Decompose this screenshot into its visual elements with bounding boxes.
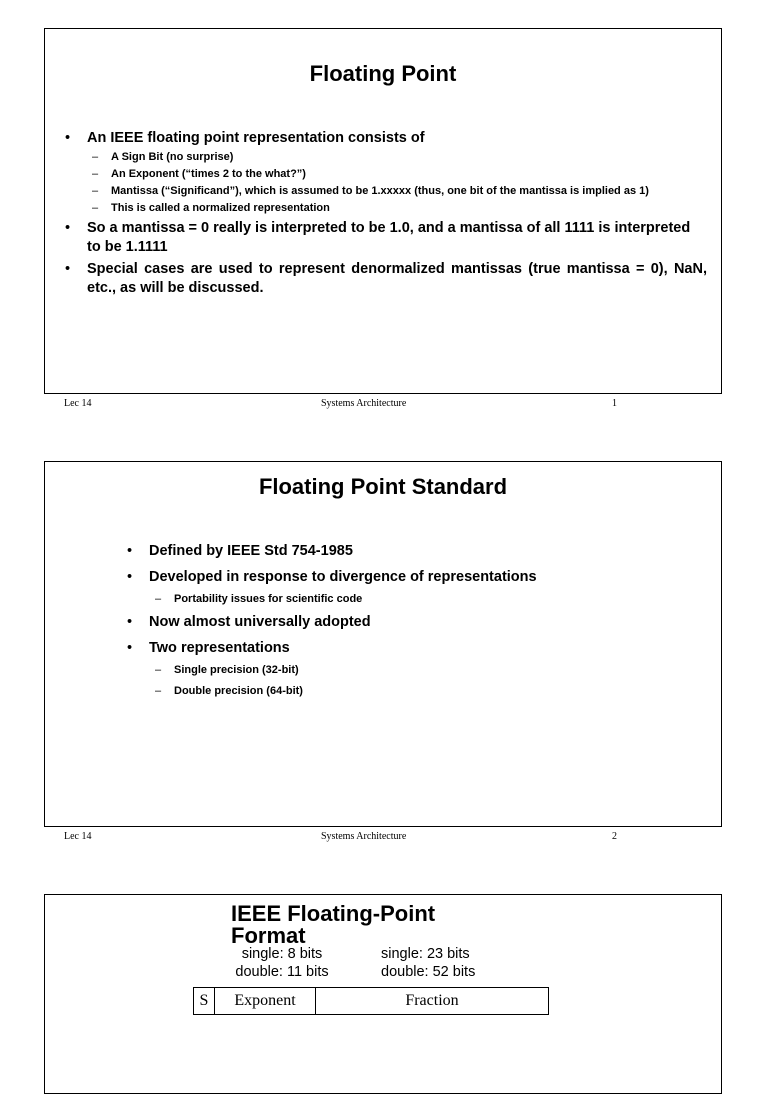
slide-2-bullet-list — [149, 542, 669, 705]
slide-2-footer-page: 2 — [612, 831, 617, 842]
slide-1-title: Floating Point — [309, 61, 457, 86]
sub-bullet-item: – Single precision (32-bit) — [174, 663, 669, 678]
sub-bullet-list — [174, 663, 669, 699]
sub-bullet-item: – An Exponent (“times 2 to the what?”) — [111, 167, 707, 182]
slide-1-footer-center: Systems Architecture — [321, 398, 407, 409]
bullet-item: • Now almost universally adopted — [149, 613, 669, 632]
sub-bullet-item: – Double precision (64-bit) — [174, 684, 669, 699]
sign-field-cell: S — [194, 988, 215, 1015]
slide-2 — [44, 461, 722, 827]
bullet-item: • Two representations — [149, 639, 669, 658]
fraction-bits-label — [381, 945, 501, 981]
exponent-single-bits: single: 8 bits — [241, 946, 323, 962]
slide-3-title: IEEE Floating-Point Format — [231, 901, 436, 948]
fraction-field-cell: Fraction — [316, 988, 549, 1015]
sub-bullet-list — [111, 150, 707, 216]
exponent-double-bits: double: 11 bits — [235, 964, 329, 980]
slide-1 — [44, 28, 722, 394]
bullet-item: • So a mantissa = 0 really is interpreted to be 1.0, and a mantissa of all 1111 is interpreted to be 1.1111 — [87, 219, 707, 257]
sub-bullet-item: – Portability issues for scientific code — [174, 592, 669, 607]
sub-bullet-group — [149, 663, 669, 699]
sub-bullet-item: – Mantissa (“Significand”), which is assumed to be 1.xxxxx (thus, one bit of the mantissa is implied as 1) — [111, 184, 707, 199]
sub-bullet-group — [149, 592, 669, 607]
bullet-item: • Special cases are used to represent denormalized mantissas (true mantissa = 0), NaN, etc., as will be discussed. — [87, 260, 707, 298]
sub-bullet-item: – This is called a normalized representation — [111, 201, 707, 216]
slide-1-footer-left: Lec 14 — [64, 398, 92, 409]
sub-bullet-item: – A Sign Bit (no surprise) — [111, 150, 707, 165]
slide-1-bullet-list — [87, 129, 707, 301]
fraction-single-bits: single: 23 bits — [381, 946, 470, 962]
bullet-item: • Defined by IEEE Std 754-1985 — [149, 542, 669, 561]
fraction-double-bits: double: 52 bits — [381, 964, 476, 980]
exponent-field-cell: Exponent — [215, 988, 316, 1015]
bullet-item: • Developed in response to divergence of representations — [149, 568, 669, 587]
slide-2-title: Floating Point Standard — [258, 474, 508, 499]
slide-1-footer-page: 1 — [612, 398, 617, 409]
slide-3 — [44, 894, 722, 1094]
sub-bullet-list — [174, 592, 669, 607]
format-field-table — [193, 987, 549, 1015]
exponent-bits-label — [217, 945, 347, 981]
bullet-item — [87, 129, 707, 216]
bullet-text: An IEEE floating point representation consists of — [87, 130, 425, 146]
slide-2-footer-center: Systems Architecture — [321, 831, 407, 842]
slide-2-footer-left: Lec 14 — [64, 831, 92, 842]
